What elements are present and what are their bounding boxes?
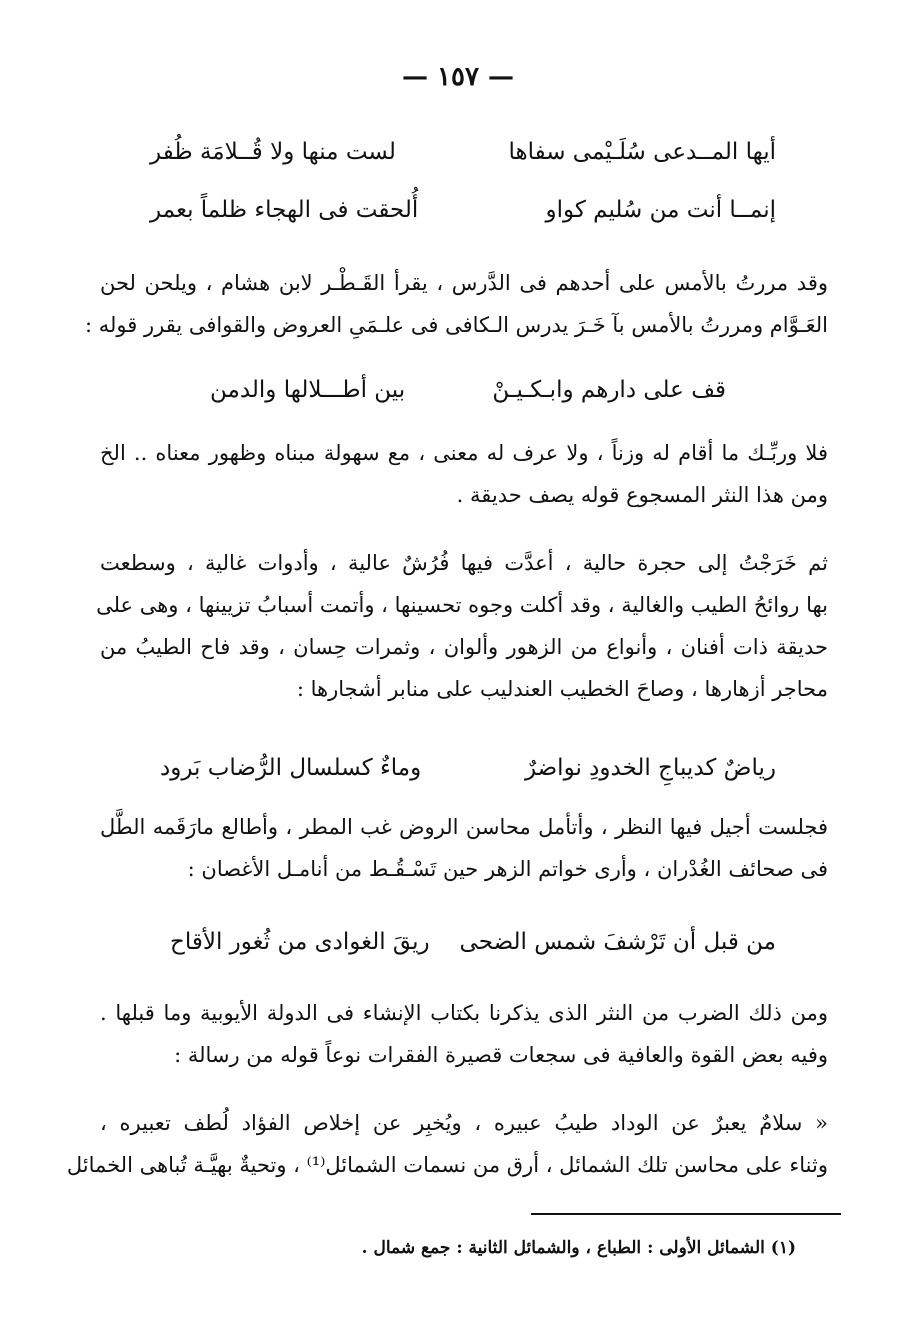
paragraph-line: ومن هذا النثر المسجوع قوله يصف حديقة . — [456, 483, 828, 507]
paragraph-line: وثناء على محاسن تلك الشمائل ، أرق من نسمات الشمائل⁽¹⁾ ، وتحيةٌ بهيَّـة تُباهى الخمائل — [66, 1153, 828, 1177]
paragraph-1 — [85, 262, 828, 346]
verse-3-second-hemistich: بين أطـــلالها والدمن — [210, 377, 406, 403]
paragraph-line: محاجر أزهارها ، وصاحَ الخطيب العندليب على منابر أشجارها : — [296, 677, 828, 701]
paragraph-line: بها روائحُ الطيب والغالية ، وقد أكلت وجوه تحسينها ، وأتمت أسبابُ تزيينها ، وهى على — [96, 593, 828, 617]
paragraph-6 — [66, 1102, 828, 1186]
verse-5-second-hemistich: ريقَ الغوادى من ثُغور الأقاح — [170, 929, 430, 955]
verse-4 — [160, 748, 776, 788]
page-number: — ١٥٧ — — [401, 62, 515, 92]
paragraph-4 — [100, 806, 828, 890]
paragraph-line: ومن ذلك الضرب من النثر الذى يذكرنا بكتاب الإنشاء فى الدولة الأيوبية وما قبلها . — [100, 1001, 828, 1025]
verse-4-first-hemistich: رياضٌ كديباجِ الخدودِ نواضرٌ — [524, 755, 776, 781]
verse-3 — [210, 370, 726, 410]
paragraph-line: فجلست أجيل فيها النظر ، وأتأمل محاسن الروض غب المطر ، وأطالع مارَقَمه الطَّل — [100, 815, 828, 839]
paragraph-2 — [100, 432, 828, 516]
footnote-divider — [531, 1213, 841, 1215]
footnote: (١) الشمائل الأولى : الطباع ، والشمائل الثانية : جمع شمال . — [361, 1238, 796, 1258]
verse-1 — [150, 132, 776, 172]
verse-2-second-hemistich: أُلحقت فى الهجاء ظلماً بعمر — [150, 197, 419, 223]
paragraph-3 — [96, 542, 828, 710]
verse-3-first-hemistich: قف على دارهم وابـكـيـنْ — [492, 377, 726, 403]
verse-2 — [150, 190, 776, 230]
paragraph-5 — [100, 992, 828, 1076]
paragraph-line: حديقة ذات أفنان ، وأنواع من الزهور وألوان ، وثمرات حِسان ، وقد فاح الطيبُ من — [100, 635, 828, 659]
paragraph-line: فلا وربِّـك ما أقام له وزناً ، ولا عرف له معنى ، مع سهولة مبناه وظهور معناه .. الخ — [100, 441, 828, 465]
verse-4-second-hemistich: وماءٌ كسلسال الرُّضاب بَرود — [160, 755, 422, 781]
paragraph-line: العَـوَّام ومررتُ بالأمس بآ خَـرَ يدرس الـكافى فى علـمَىِ العروض والقوافى يقرر قوله : — [85, 313, 828, 337]
verse-1-second-hemistich: لست منها ولا قُــلامَة ظُفر — [150, 139, 396, 165]
verse-2-first-hemistich: إنمــا أنت من سُليم كواو — [545, 197, 776, 223]
paragraph-line: وقد مررتُ بالأمس على أحدهم فى الدَّرس ، يقرأ القَـطْـر لابن هشام ، ويلحن لحن — [100, 271, 828, 295]
paragraph-line: فى صحائف الغُدْران ، وأرى خواتم الزهر حين تَسْـقُـط من أنامـل الأغصان : — [187, 857, 828, 881]
paragraph-line: ثم خَرَجْتُ إلى حجرة حالية ، أعدَّت فيها فُرُشٌ عالية ، وأدوات غالية ، وسطعت — [100, 551, 828, 575]
verse-1-first-hemistich: أيها المــدعى سُلَـيْمى سفاها — [508, 139, 776, 165]
verse-5 — [170, 922, 776, 962]
paragraph-line: وفيه بعض القوة والعافية فى سجعات قصيرة الفقرات نوعاً قوله من رسالة : — [174, 1043, 828, 1067]
paragraph-line: « سلامٌ يعبرٌ عن الوداد طيبُ عبيره ، ويُخبِر عن إخلاص الفؤاد لُطف تعبيره ، — [100, 1111, 828, 1135]
verse-5-first-hemistich: من قبل أن تَرْشفَ شمس الضحى — [459, 929, 776, 955]
